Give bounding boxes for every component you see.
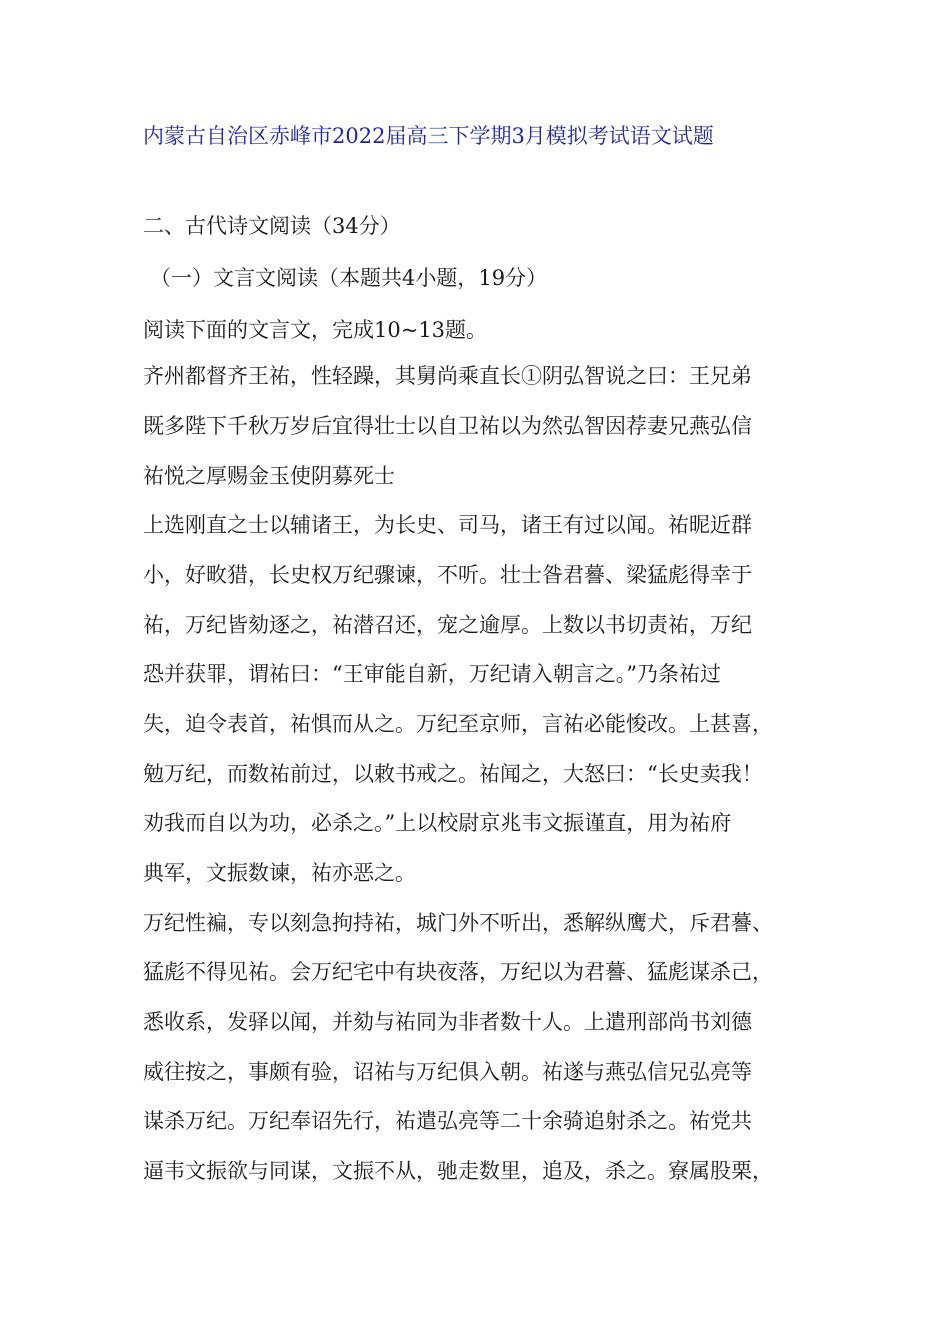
passage-line: 典军，文振数谏，祐亦恶之。 bbox=[143, 861, 416, 885]
passage-line: 齐州都督齐王祐，性轻躁，其舅尚乘直长①阴弘智说之曰：王兄弟 bbox=[143, 364, 752, 388]
passage-line: 祐悦之厚赐金玉使阴募死士 bbox=[143, 464, 395, 488]
passage-line: 小，好畋猎，长史权万纪骤谏，不听。壮士昝君謩、梁猛彪得幸于 bbox=[143, 563, 752, 587]
passage-line: 既多陛下千秋万岁后宜得壮士以自卫祐以为然弘智因荐妻兄燕弘信 bbox=[143, 414, 752, 438]
instruction-text: 阅读下面的文言文，完成10~13题。 bbox=[143, 318, 488, 342]
passage-line: 威往按之，事颇有验，诏祐与万纪俱入朝。祐遂与燕弘信兄弘亮等 bbox=[143, 1060, 752, 1084]
passage-line: 恐并获罪，谓祐曰：“王审能自新，万纪请入朝言之。”乃条祐过 bbox=[143, 662, 721, 686]
passage-line: 失，迫令表首，祐惧而从之。万纪至京师，言祐必能悛改。上甚喜， bbox=[143, 712, 773, 736]
passage-line: 猛彪不得见祐。会万纪宅中有块夜落，万纪以为君謩、猛彪谋杀己， bbox=[143, 960, 773, 984]
passage-line: 逼韦文振欲与同谋，文振不从，驰走数里，追及，杀之。寮属股栗， bbox=[143, 1159, 773, 1183]
subsection-heading: （一）文言文阅读（本题共4小题，19分） bbox=[150, 266, 548, 290]
document-title: 内蒙古自治区赤峰市2022届高三下学期3月模拟考试语文试题 bbox=[143, 124, 714, 148]
passage-line: 悉收系，发驿以闻，并劾与祐同为非者数十人。上遣刑部尚书刘德 bbox=[143, 1010, 752, 1034]
passage-line: 万纪性褊，专以刻急拘持祐，城门外不听出，悉解纵鹰犬，斥君謩、 bbox=[143, 911, 773, 935]
passage-line: 谋杀万纪。万纪奉诏先行，祐遣弘亮等二十余骑追射杀之。祐党共 bbox=[143, 1109, 752, 1133]
passage-line: 祐，万纪皆劾逐之，祐潜召还，宠之逾厚。上数以书切责祐，万纪 bbox=[143, 613, 752, 637]
passage-line: 勉万纪，而数祐前过，以敕书戒之。祐闻之，大怒曰：“长史卖我！ bbox=[143, 762, 763, 786]
passage-line: 上选刚直之士以辅诸王，为长史、司马，诸王有过以闻。祐昵近群 bbox=[143, 513, 752, 537]
passage-line: 劝我而自以为功，必杀之。”上以校尉京兆韦文振谨直，用为祐府 bbox=[143, 811, 732, 835]
section-heading: 二、古代诗文阅读（34分） bbox=[143, 214, 401, 238]
